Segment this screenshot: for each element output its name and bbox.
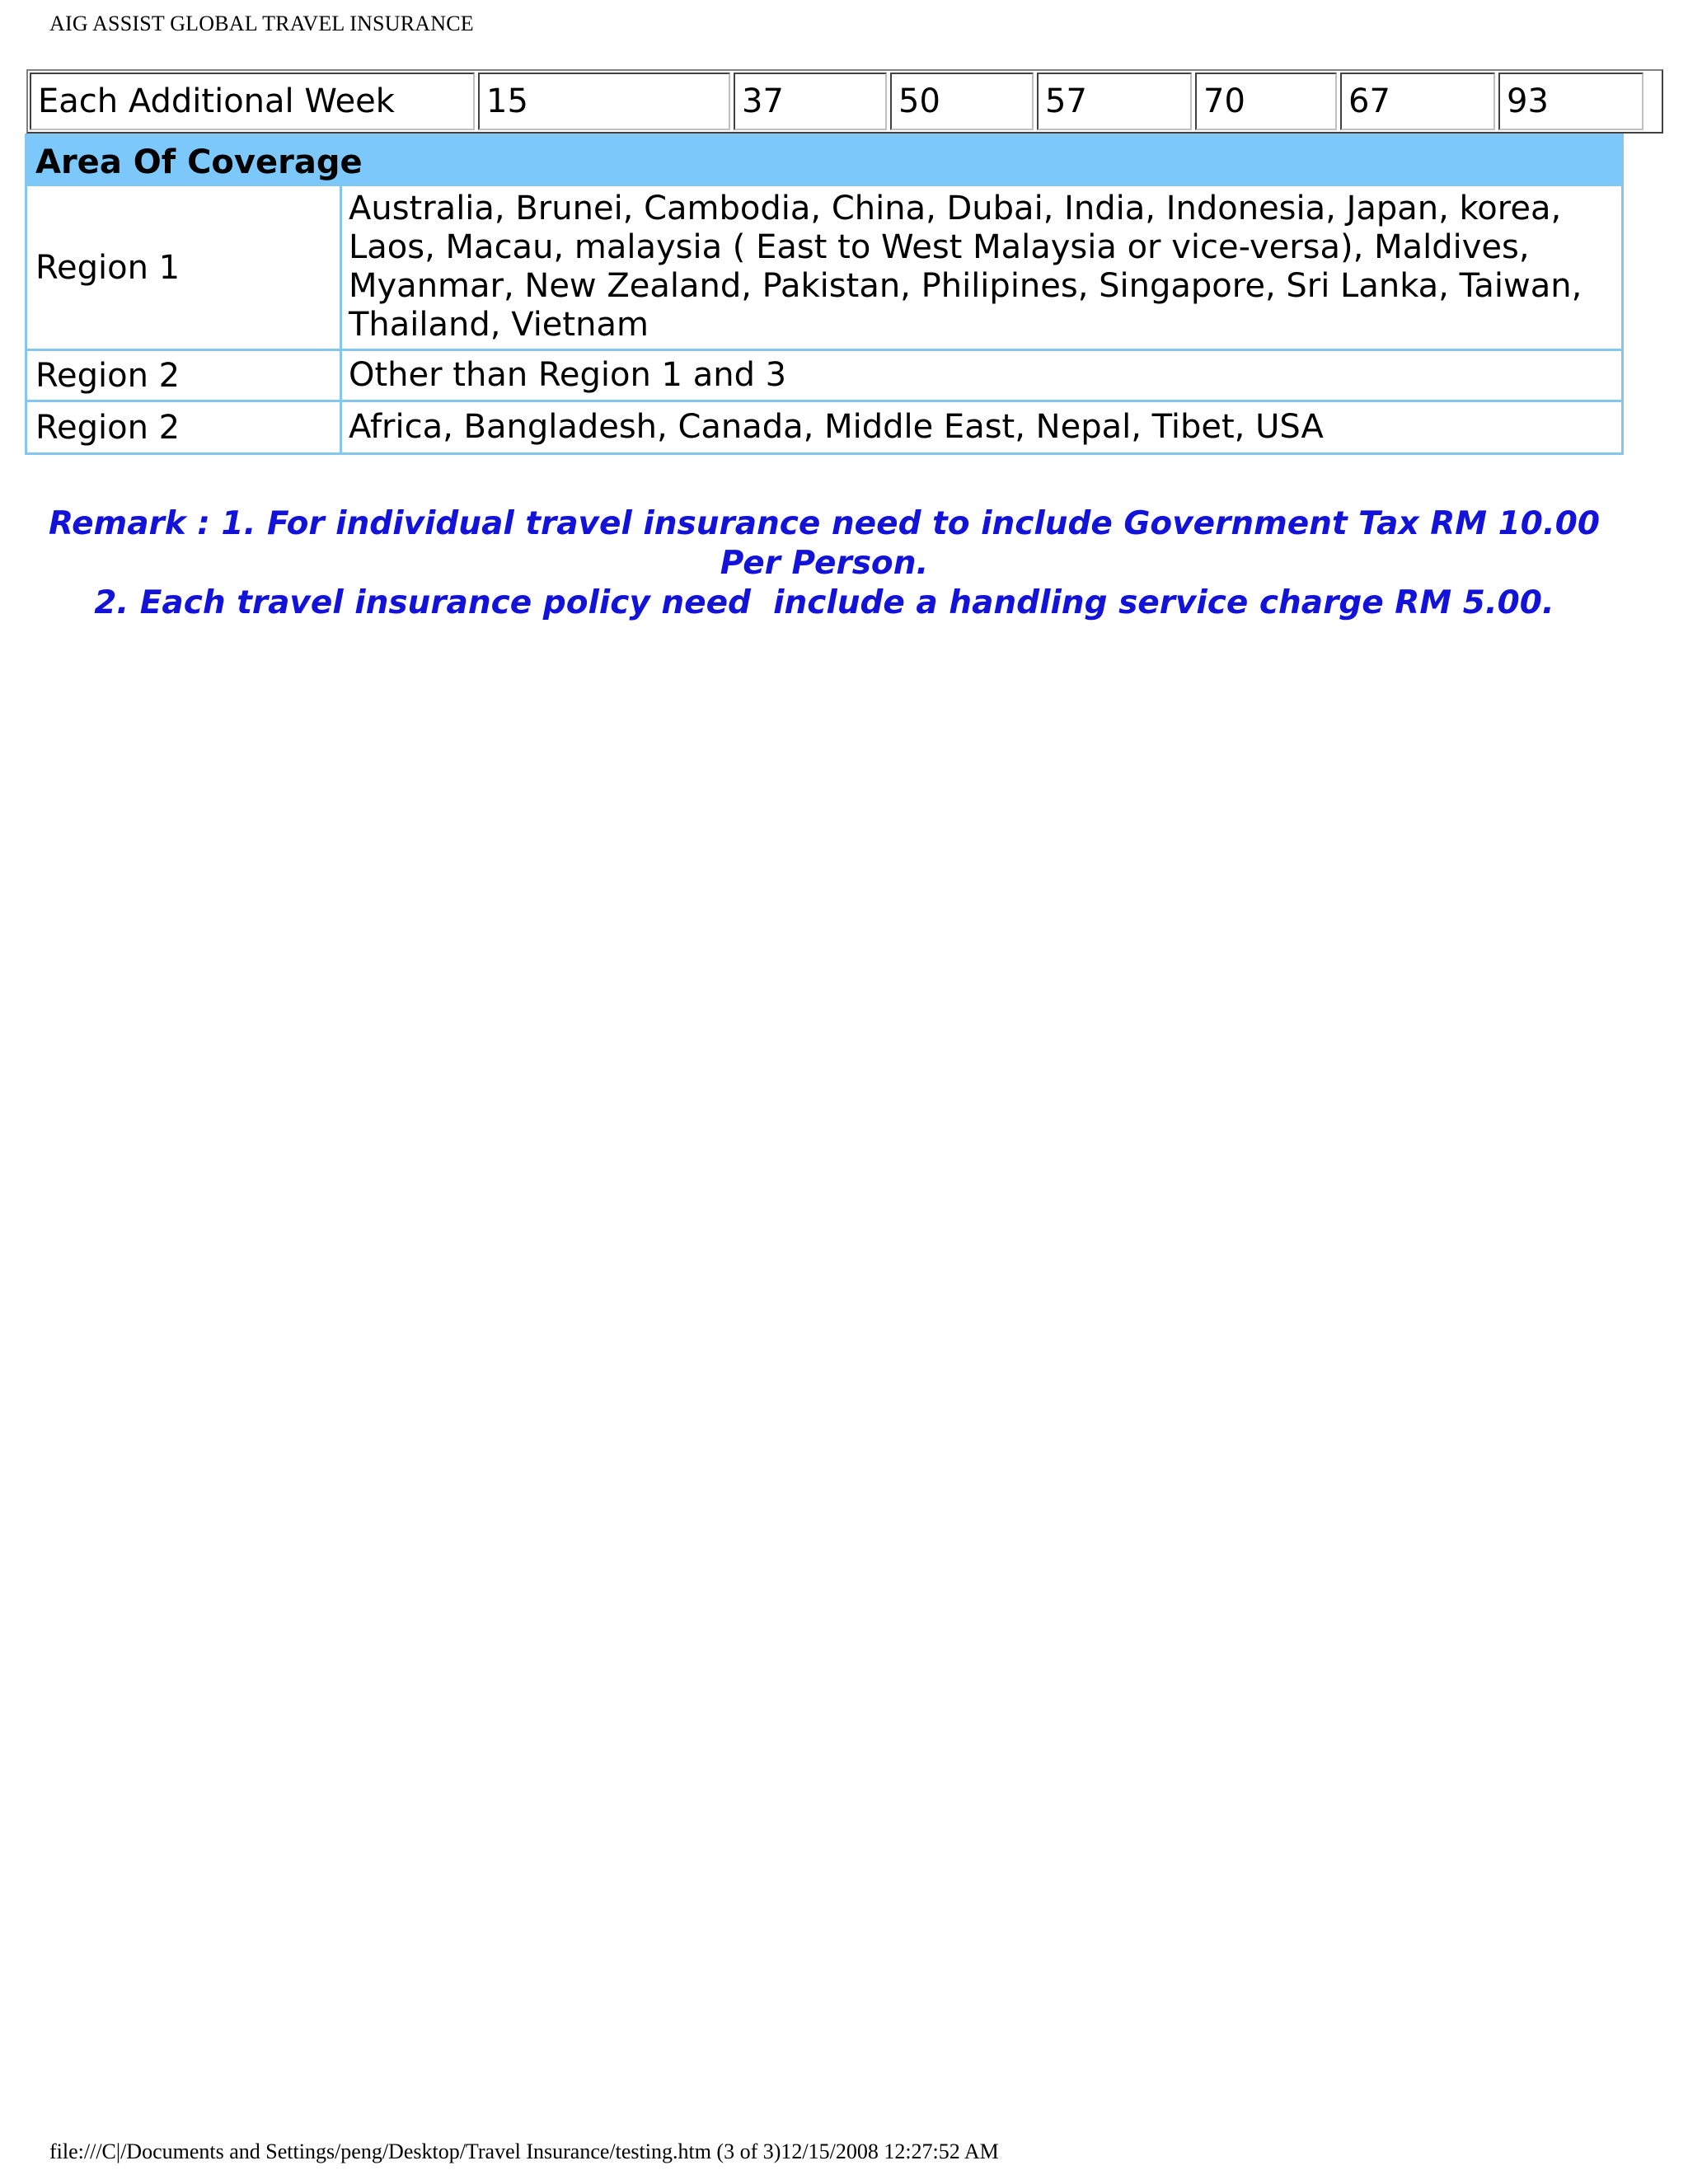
rate-row-label: Each Additional Week [30,73,475,130]
coverage-row [25,186,1624,351]
rate-cell-5: 70 [1195,73,1337,130]
coverage-row [25,402,1624,455]
rate-cell-1: 15 [478,73,730,130]
coverage-table [25,134,1624,455]
region-label: Region 2 [27,402,342,452]
rate-cell-7: 93 [1498,73,1643,130]
rate-cell-3: 50 [890,73,1034,130]
rate-table [26,69,1663,134]
remarks [25,504,1624,623]
rate-cell-6: 67 [1340,73,1495,130]
remark-line-1: Remark : 1. For individual travel insurance need to include Government Tax RM 10.00 Per Person. [49,505,1600,582]
region-label: Region 1 [27,186,342,349]
region-countries: Africa, Bangladesh, Canada, Middle East, Nepal, Tibet, USA [349,408,1324,446]
region-label: Region 2 [27,351,342,400]
rate-cell-2: 37 [734,73,887,130]
coverage-row [25,351,1624,402]
region-countries: Other than Region 1 and 3 [349,356,787,394]
document-footer-path: file:///C|/Documents and Settings/peng/Desktop/Travel Insurance/testing.htm (3 of 3)12/15/2008 12:27:52 AM [49,2139,999,2163]
region-countries: Australia, Brunei, Cambodia, China, Dubai, India, Indonesia, Japan, korea, Laos, Macau, malaysia ( East to West Malaysia or vice-versa), Maldives, Myanmar, New Zealand, Pakistan, Philipines, Singapore, Sri Lanka, Taiwan, Thailand, Vietnam [349,190,1582,344]
rate-cell-4: 57 [1037,73,1192,130]
coverage-heading: Area Of Coverage [25,134,1624,186]
document-header-title: AIG ASSIST GLOBAL TRAVEL INSURANCE [49,12,474,35]
remark-line-2: 2. Each travel insurance policy need include a handling service charge RM 5.00. [94,584,1554,621]
